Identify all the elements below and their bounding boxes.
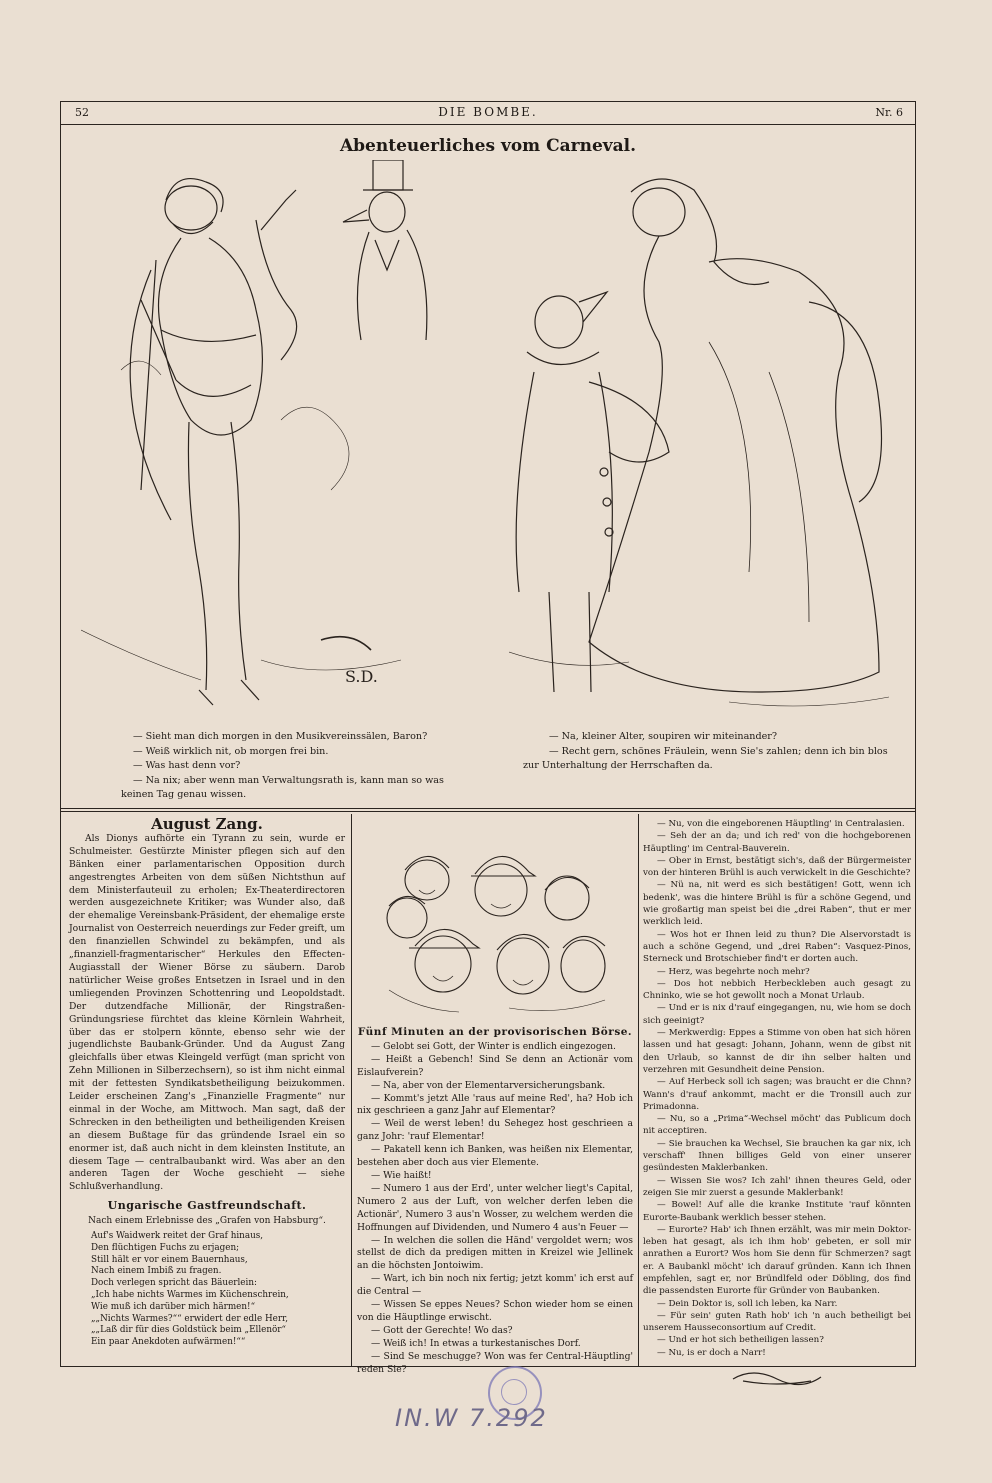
end-flourish: [643, 1365, 911, 1391]
caption-line: — Was hast denn vor?: [133, 760, 241, 771]
article-title-boerse: Fünf Minuten an der provisorischen Börse.: [357, 1026, 633, 1038]
caption-left: [121, 730, 444, 803]
man-head: [369, 192, 405, 232]
dialogue-line: — Kommt's jetzt Alle 'raus auf meine Red', ha? Hob ich nix geschrieen a ganz Jahr auf Elementar?: [357, 1092, 633, 1117]
caption-line: — Weiß wirklich nit, ob morgen frei bin.: [133, 745, 329, 757]
running-header: [61, 102, 915, 125]
poem-line: „Ich habe nichts Warmes im Küchenschrein,: [91, 1290, 289, 1301]
top-hat: [373, 160, 403, 190]
dialogue-line: — Gott der Gerechte! Wo das?: [371, 1324, 513, 1336]
section-divider: [61, 808, 915, 809]
column-rule: [351, 814, 352, 1366]
poem-line: Den flüchtigen Fuchs zu erjagen;: [91, 1242, 240, 1253]
caption-line: — Recht gern, schönes Fräulein, wenn Sie's zahlen; denn ich bin blos: [549, 745, 888, 757]
dialogue-line: — Weiß ich! In etwas a turkestanisches Dorf.: [371, 1337, 581, 1349]
column-3: [643, 818, 911, 1391]
masthead: DIE BOMBE.: [438, 105, 538, 119]
dialogue-line: — Sie brauchen ka Wechsel, Sie brauchen ka gar nix, ich verschaff' Ihnen billiges Geld von einer unserer gesündesten Maklerbanken.: [643, 1138, 911, 1174]
caption-right: [523, 730, 888, 774]
dialogue-line: — Und er hot sich betheiligen lassen?: [657, 1335, 824, 1346]
illustration-left: [81, 160, 461, 720]
dialogue-line: — Na, aber von der Elementarversicherungsbank.: [371, 1079, 606, 1091]
dialogue-line: — Wissen Se eppes Neues? Schon wieder hom se einen von die Häuptlinge erwischt.: [357, 1299, 633, 1323]
poem-line: Nach einem Imbiß zu fragen.: [91, 1266, 222, 1277]
poem-line: Ein paar Anekdoten aufwärmen!““: [91, 1337, 246, 1348]
poem-line: Doch verlegen spricht das Bäuerlein:: [91, 1278, 257, 1289]
dialogue-line: — Wos hot er Ihnen leid zu thun? Die Alservorstadt is auch a schöne Gegend, und „drei Raben“: Vasquez-Pinos, Sterneck und Brotschieber find't er dorten auch.: [643, 929, 911, 965]
woman-leg-right: [231, 422, 246, 680]
dialogue-line: — Dos hot nebbich Herbeckleben auch gesagt zu Chninko, wie se hot gewollt noch a Monat Urlaub.: [643, 978, 911, 1002]
dialogue-line: — Heißt a Gebench! Sind Se denn an Actionär vom Eislaufverein?: [357, 1053, 633, 1078]
dialogue-line: — Nu, so a „Prima“-Wechsel möcht' das Publicum doch nit acceptiren.: [643, 1114, 911, 1137]
dialogue-line: — Bowel! Auf alle die kranke Institute 'rauf könnten Eurorte-Baubank werklich besser stehen.: [643, 1200, 911, 1223]
dialogue-line: — Wissen Sie wos? Ich zahl' ihnen theures Geld, oder zeigen Sie mir zuerst a gesunde Maklerbank!: [643, 1175, 911, 1198]
section-divider-thin: [61, 811, 915, 812]
poem: [69, 1231, 345, 1349]
caption-line: — Na, kleiner Alter, soupiren wir miteinander?: [549, 731, 778, 742]
man-coat: [357, 230, 426, 340]
woman-body: [159, 238, 263, 435]
dialogue-line: — Und er is nix d'rauf eingegangen, nu, wie hom se doch sich geeinigt?: [643, 1003, 911, 1026]
dialogue-line: — Ober in Ernst, bestätigt sich's, daß der Bürgermeister von der hinteren Brühl is auch verwickelt in die Geschichte?: [643, 855, 911, 879]
dialogue-line: — Nu, is er doch a Narr!: [657, 1347, 766, 1358]
dialogue-line: — Eurorte? Hab' ich Ihnen erzählt, was mir mein Doktor-leben hat gesagt, als ich ihm hob' gebeten, er soll mir anrathen a Eurort? Wos hom Sie denn für Schmerzen? sagt er. A Baubankl möcht' ich darauf gründen. Kann ich Ihnen empfehlen, sagt er, nor Bründlfeld oder Döbling, dos find die passendsten Eurorte für Gründer von Baubanken.: [643, 1224, 911, 1297]
poem-line: „„Nichts Warmes?““ erwidert der edle Herr,: [91, 1313, 289, 1324]
woman-head: [165, 186, 217, 230]
dialogue-line: — Dein Doktor is, soll ich leben, ka Narr.: [657, 1298, 838, 1309]
caption-line: keinen Tag genau wissen.: [121, 789, 247, 800]
page-number: 52: [75, 106, 89, 119]
clown-costume: [516, 372, 612, 592]
heads-caricature: [379, 840, 615, 1018]
lady-gown: [589, 236, 879, 692]
dialogue-line: — Seh der an da; und ich red' von die hochgeborenen Häuptling' im Central-Bauverein.: [643, 831, 911, 854]
column-2: [357, 1026, 633, 1376]
caption-line: — Sieht man dich morgen in den Musikvereinssälen, Baron?: [133, 731, 428, 742]
dialogue-line: — Nu, von die eingeborenen Häuptling' in Centralasien.: [657, 819, 905, 829]
lady-head: [633, 188, 685, 236]
artist-signature: S.D.: [345, 667, 378, 686]
dialogue-line: — Wart, ich bin noch nix fertig; jetzt komm' ich erst auf die Central —: [357, 1273, 633, 1298]
poem-line: Wie muß ich darüber mich härmen!“: [91, 1301, 256, 1312]
woman-leg-left: [188, 422, 206, 690]
column-1: [69, 815, 345, 1349]
issue-number: Nr. 6: [875, 106, 903, 119]
article-title-august-zang: August Zang.: [151, 815, 263, 833]
newspaper-frame: [60, 101, 916, 1375]
dialogue-line: — In welchen die sollen die Händ' vergoldet wern; wos stellst de dich da predigen mitten in Kreizel wie Jellinek an die höchsten Jontoiwim.: [357, 1234, 633, 1272]
caption-line: zur Unterhaltung der Herrschaften da.: [523, 760, 713, 771]
dialogue-line: — Numero 1 aus der Erd', unter welcher liegt's Capital, Numero 2 aus der Luft, von welcher derfen leben die Actionär', Numero 3 aus'n Wosser, zu welchem werden die Hoffnungen auf Dividenden, und Numero 4 aus'n Feuer —: [357, 1182, 633, 1233]
dialogue-line: — Auf Herbeck soll ich sagen; was braucht er die Chnn? Wann's d'rauf ankommt, macht er die Tronsill auch zur Primadonna.: [643, 1077, 911, 1112]
article-title-gastfreundschaft: Ungarische Gastfreundschaft.: [107, 1199, 307, 1213]
dialogue-line: — Sind Se meschugge? Won was fer Central-Häuptling' reden Sie?: [357, 1350, 633, 1375]
poem-line: „„Laß dir für dies Goldstück beim „Ellenör“: [91, 1325, 287, 1336]
poem-line: Still hält er vor einem Bauernhaus,: [91, 1254, 248, 1265]
page-title: Abenteuerliches vom Carneval.: [339, 136, 637, 156]
caption-line: — Na nix; aber wenn man Verwaltungsrath is, kann man so was: [133, 774, 444, 786]
dialogue-line: — Wie haißt!: [371, 1169, 432, 1181]
bow: [130, 270, 171, 520]
dialogue-line: — Merkwerdig: Eppes a Stimme von oben hat sich hören lassen und hat gesagt: Johann, Johann, wenn de gibst nit den Urlaub, so kannst de dir ihn selber halten und verzehren mit Gesundheit deine Pension.: [643, 1028, 911, 1075]
poem-intro: Nach einem Erlebnisse des „Grafen von Habsburg“.: [88, 1216, 326, 1227]
dialogue-line: — Nü na, nit werd es sich bestätigen! Gott, wenn ich bedenk', was die hintere Brühl is für a schöne Gegend, und wie großartig man speist bei die „drei Raben“, thut er mer werklich leid.: [643, 880, 911, 928]
illustration-right: [509, 172, 899, 722]
poem-line: Auf's Waidwerk reitet der Graf hinaus,: [91, 1231, 264, 1242]
article-body: Als Dionys aufhörte ein Tyrann zu sein, wurde er Schulmeister. Gestürzte Minister pflegen sich auf den Bänken einer parlamentarischen Opposition durch angestrengtes Arbeiten von dem süßen Nichtsthun auf dem Ministerfauteuil zu erholen; Ex-Theaterdirectoren werden ausgezeichnete Kritiker; was Wunder also, daß der ehemalige Vereinsbank-Präsident, der ehemalige erste Journalist von Oesterreich neuerdings zur Feder greift, um den finanziellen Schwindel zu bekämpfen, und als „finanziell-fragmentarischer“ Herkules den Effecten-Augiasstall der Wiener Börse zu säubern. Darob natürlicher Weise großes Entsetzen in Israel und in den umliegenden Provinzen Schottenring und Leopoldstadt. Der dutzendfache Millionär, der Ringstraßen-Gründungsriese fürchtet das kleine Körnlein Wahrheit, über das er stolpern könnte, ebenso sehr wie der jugendlichste Baubank-Gründer. Und da August Zang gleichfalls über etwas Kleingeld verfügt (man spricht von Zehn Millionen in Silberzechsern), so ist ihm nicht einmal mit der fettesten Syndikatsbetheiligung beizukommen. Leider erscheinen Zang's „Finanzielle Fragmente“ nur einmal in der Woche, am Mittwoch. Man sagt, daß der Schrecken in den betheiligten und betheiligenden Kreisen an diesem Bußtage für das gründende Israel ein so enormer ist, daß auch nicht in dem kleinsten Institute, an diesem Tage — centralbaubankt wird. Was aber an den anderen Tagen der Woche geschieht — siehe Schlußverhandlung.: [69, 832, 345, 1193]
dialogue-line: — Für sein' guten Rath hob' ich 'n auch betheiligt bei unserem Hausseconsortium auf Credit.: [643, 1310, 911, 1334]
dialogue-line: — Gelobt sei Gott, der Winter is endlich eingezogen.: [371, 1040, 616, 1052]
archive-handwritten-mark: IN.W 7.292: [395, 1404, 548, 1432]
column-rule: [638, 814, 639, 1366]
dialogue-line: — Pakatell kenn ich Banken, was heißen nix Elementar, bestehen aber doch aus vier Elemente.: [357, 1144, 633, 1169]
dialogue-line: — Herz, was begehrte noch mehr?: [657, 966, 810, 977]
dialogue-line: — Weil de werst leben! du Sehegez host geschrieen a ganz Johr: 'rauf Elementar!: [357, 1118, 633, 1143]
clown-head: [535, 296, 583, 348]
